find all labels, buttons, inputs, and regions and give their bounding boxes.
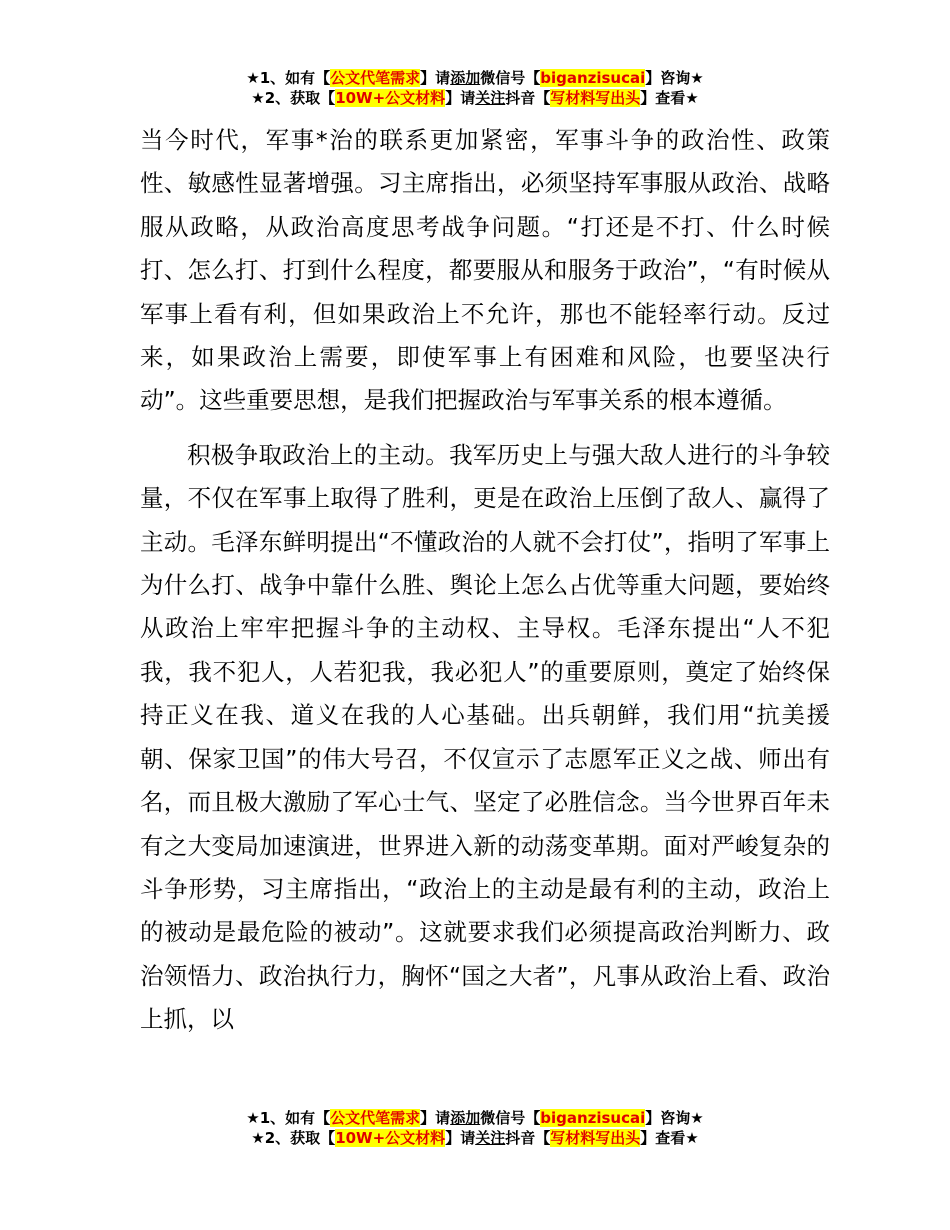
banner-highlight: 公文代笔需求 [330, 1109, 421, 1127]
banner-underline: 添加 [450, 69, 481, 87]
banner-line-2 [0, 1128, 950, 1148]
banner-text: ★1、如有【 [246, 69, 331, 87]
banner-text: 】请 [420, 69, 451, 87]
banner-text: 】请 [445, 89, 476, 107]
header-banner [0, 68, 950, 108]
banner-underline: 关注 [475, 1129, 506, 1147]
banner-underline: 添加 [450, 1109, 481, 1127]
banner-line-1 [0, 1108, 950, 1128]
banner-highlight: biganzisucai [540, 69, 646, 87]
footer-banner [0, 1108, 950, 1148]
banner-text: 】咨询★ [645, 1109, 704, 1127]
banner-text: 】查看★ [640, 89, 699, 107]
banner-highlight: 公文代笔需求 [330, 69, 421, 87]
banner-text: 微信号【 [480, 1109, 541, 1127]
banner-text: ★1、如有【 [246, 1109, 331, 1127]
banner-line-2 [0, 88, 950, 108]
banner-text: 】咨询★ [645, 69, 704, 87]
banner-highlight: 10W+公文材料 [335, 1129, 446, 1147]
banner-line-1 [0, 68, 950, 88]
paragraph: 当今时代，军事*治的联系更加紧密，军事斗争的政治性、政策性、敏感性显著增强。习主席指出，必须坚持军事服从政治、战略服从政略，从政治高度思考战争问题。“打还是不打、什么时候打、怎么打、打到什么程度，都要服从和服务于政治”，“有时候从军事上看有利，但如果政治上不允许，那也不能轻率行动。反过来，如果政治上需要，即使军事上有困难和风险，也要坚决行动”。这些重要思想，是我们把握政治与军事关系的根本遵循。 [140, 126, 830, 415]
banner-text: 】请 [420, 1109, 451, 1127]
banner-highlight: 写材料写出头 [550, 1129, 641, 1147]
banner-text: 】查看★ [640, 1129, 699, 1147]
banner-underline: 关注 [475, 89, 506, 107]
banner-highlight: 10W+公文材料 [335, 89, 446, 107]
banner-text: 抖音【 [505, 89, 551, 107]
banner-text: 】请 [445, 1129, 476, 1147]
banner-highlight: biganzisucai [540, 1109, 646, 1127]
banner-text: 微信号【 [480, 69, 541, 87]
banner-text: 抖音【 [505, 1129, 551, 1147]
document-body [140, 119, 830, 1042]
banner-highlight: 写材料写出头 [550, 89, 641, 107]
paragraph: 积极争取政治上的主动。我军历史上与强大敌人进行的斗争较量，不仅在军事上取得了胜利，更是在政治上压倒了敌人、赢得了主动。毛泽东鲜明提出“不懂政治的人就不会打仗”，指明了军事上为什么打、战争中靠什么胜、舆论上怎么占优等重大问题，要始终从政治上牢牢把握斗争的主动权、主导权。毛泽东提出“人不犯我，我不犯人，人若犯我，我必犯人”的重要原则，奠定了始终保持正义在我、道义在我的人心基础。出兵朝鲜，我们用“抗美援朝、保家卫国”的伟大号召，不仅宣示了志愿军正义之战、师出有名，而且极大激励了军心士气、坚定了必胜信念。当今世界百年未有之大变局加速演进，世界进入新的动荡变革期。面对严峻复杂的斗争形势，习主席指出，“政治上的主动是最有利的主动，政治上的被动是最危险的被动”。这就要求我们必须提高政治判断力、政治领悟力、政治执行力，胸怀“国之大者”，凡事从政治上看、政治上抓，以 [140, 440, 830, 1034]
banner-text: ★2、获取【 [251, 89, 336, 107]
banner-text: ★2、获取【 [251, 1129, 336, 1147]
